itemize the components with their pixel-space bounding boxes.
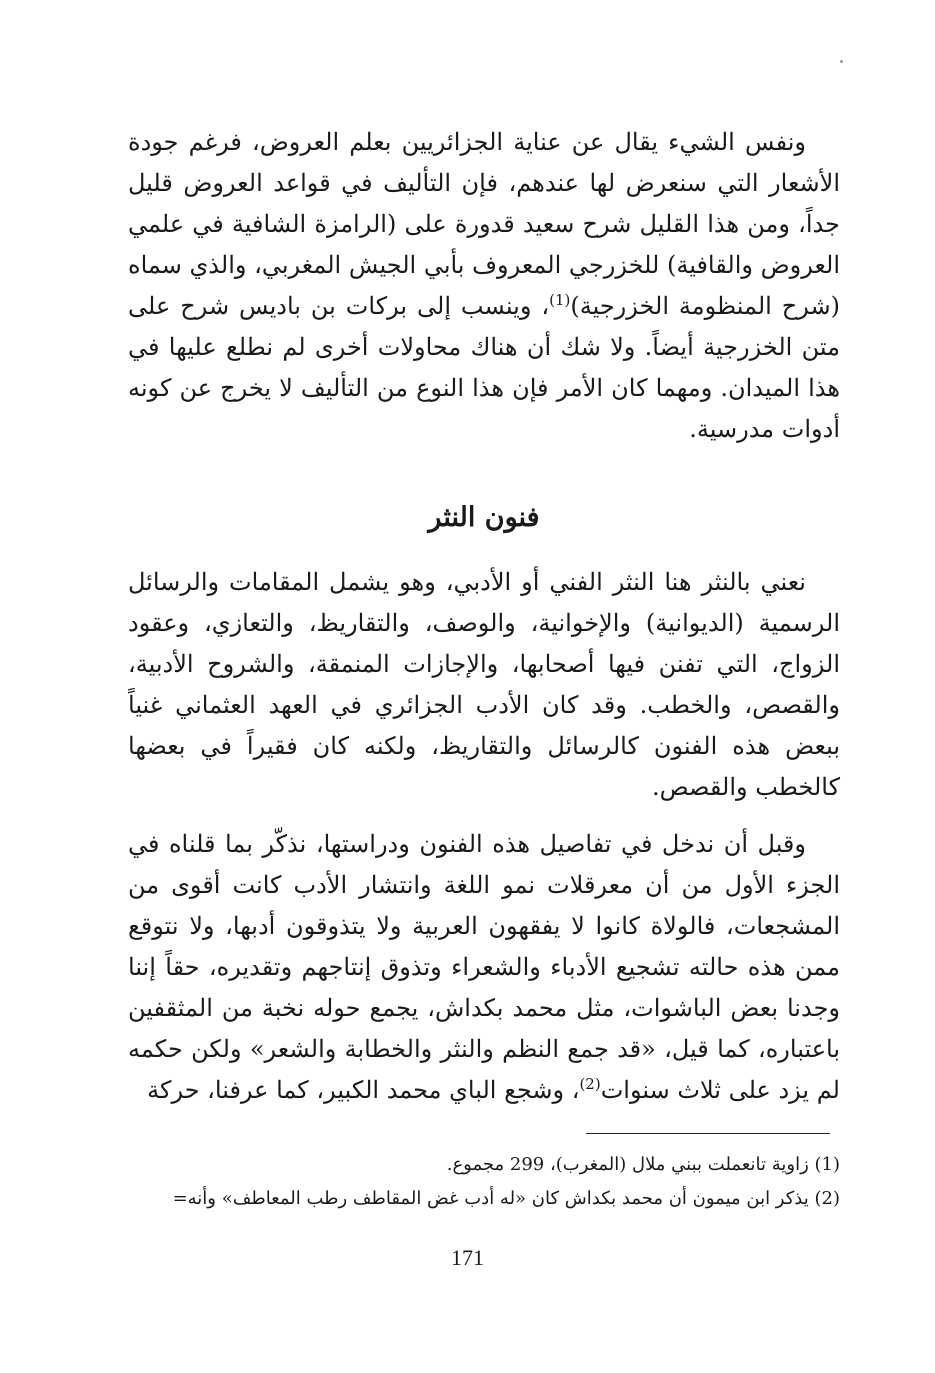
section-heading <box>128 450 840 562</box>
paragraph-prosody-text-cont: ، وينسب إلى بركات بن باديس شرح على متن الخزرجية أيضاً. ولا شك أن هناك محاولات أخرى لم نطلع عليها في هذا الميدان. ومهما كان الأمر فإن هذا النوع من التأليف لا يخرج عن كونه أدوات مدرسية. <box>128 292 840 443</box>
paragraph-obstacles-text: وقبل أن ندخل في تفاصيل هذه الفنون ودراستها، نذكّر بما قلناه في الجزء الأول من أن معرقلات نمو اللغة وانتشار الأدب كانت أقوى من المشجعات، فالولاة كانوا لا يفقهون العربية ولا يتذوقون أدبها، ولا نتوقع ممن هذه حالته تشجيع الأدباء والشعراء وتذوق إنتاجهم وتقديره، حقاً إننا وجدنا بعض الباشوات، مثل محمد بكداش، يجمع حوله نخبة من المثقفين باعتباره، كما قيل، «قد جمع النظم والنثر والخطابة والشعر» ولكن حكمه لم يزد على ثلاث سنوات <box>128 830 840 1104</box>
footnotes <box>128 1148 840 1216</box>
footnote-1: (1) زاوية تانعملت ببني ملال (المغرب)، 299 مجموع. <box>446 1154 840 1175</box>
paragraph-prosody-text: ونفس الشيء يقال عن عناية الجزائريين بعلم العروض، فرغم جودة الأشعار التي سنعرض لها عندهم، فإن التأليف في قواعد العروض قليل جداً، ومن هذا القليل شرح سعيد قدورة على (الرامزة الشافية في علمي العروض والقافية) للخزرجي المعروف بأبي الجيش المغربي، والذي سماه (شرح المنظومة الخزرجية) <box>128 128 840 320</box>
paragraph-obstacles-text-cont: ، وشجع الباي محمد الكبير، كما عرفنا، حركة <box>147 1076 580 1104</box>
paragraph-spacer <box>128 808 840 824</box>
paragraph-obstacles <box>128 824 840 1111</box>
page-number: 171 <box>451 1245 484 1270</box>
footnote-ref-1[interactable]: (1) <box>549 291 571 309</box>
paragraph-prosody <box>128 122 840 450</box>
footnote-2: (2) يذكر ابن ميمون أن محمد بكداش كان «له أدب غض المقاطف رطب المعاطف» وأنه= <box>172 1188 840 1209</box>
scan-speck <box>840 60 843 63</box>
page-body <box>128 122 840 1111</box>
footnote-ref-2[interactable]: (2) <box>579 1075 601 1093</box>
paragraph-prose-arts: نعني بالنثر هنا النثر الفني أو الأدبي، وهو يشمل المقامات والرسائل الرسمية (الديوانية) والإخوانية، والوصف، والتقاريظ، والتعازي، وعقود الزواج، التي تفنن فيها أصحابها، والإجازات المنمقة، والشروح الأدبية، والقصص، والخطب. وقد كان الأدب الجزائري في العهد العثماني غنياً ببعض هذه الفنون كالرسائل والتقاريظ، ولكنه كان فقيراً في بعضها كالخطب والقصص. <box>128 568 840 801</box>
section-heading-text: فنون النثر <box>428 501 540 533</box>
footnote-divider <box>586 1133 830 1134</box>
